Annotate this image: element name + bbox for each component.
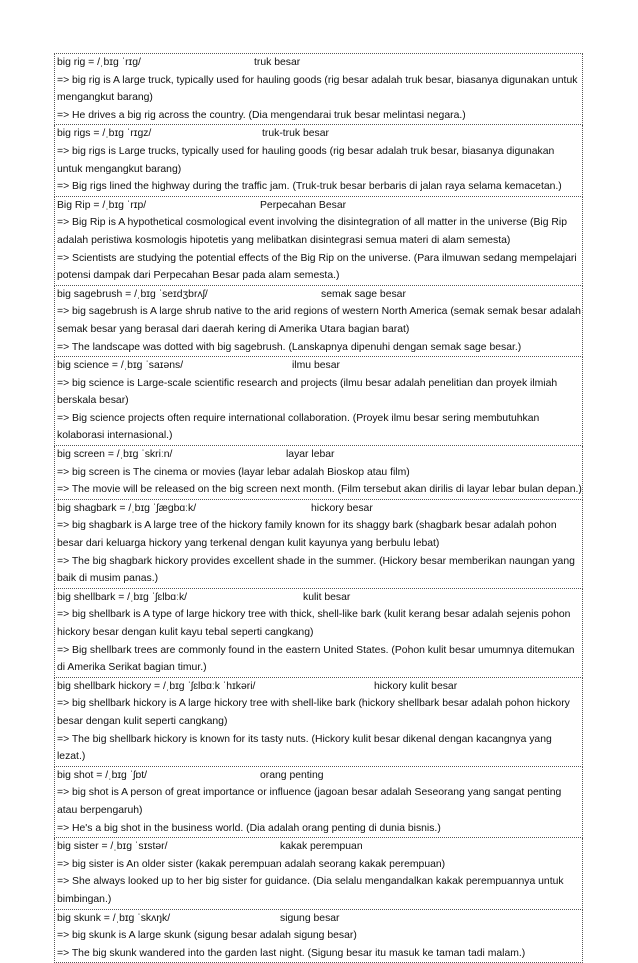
entry-translation: truk besar bbox=[254, 54, 300, 72]
entry-definition: => big screen is The cinema or movies (layar lebar adalah Bioskop atau film) bbox=[57, 464, 582, 482]
entry-example: => Big shellbark trees are commonly found in the eastern United States. (Pohon kulit besar umumnya ditemukan di Amerika Serikat bagian timur.) bbox=[57, 642, 582, 677]
entry-definition: => big science is Large-scale scientific research and projects (ilmu besar adalah penelitian dan proyek ilmiah berskala besar) bbox=[57, 375, 582, 410]
entry-example: => The big shagbark hickory provides excellent shade in the summer. (Hickory besar memberikan naungan yang baik di musim panas.) bbox=[57, 553, 582, 588]
glossary-entry bbox=[54, 500, 583, 589]
entry-header bbox=[57, 838, 582, 856]
entry-term: big sister = /ˌbɪɡ ˈsɪstər/ bbox=[57, 838, 167, 856]
entry-definition: => big shellbark hickory is A large hickory tree with shell-like bark (hickory shellbark besar adalah pohon hickory besar dengan kulit seperti cangkang) bbox=[57, 695, 582, 730]
entry-example: => He drives a big rig across the country. (Dia mengendarai truk besar melintasi negara.) bbox=[57, 107, 582, 125]
entry-header bbox=[57, 197, 582, 215]
entry-header bbox=[57, 767, 582, 785]
glossary-entry bbox=[54, 910, 583, 963]
entry-header bbox=[57, 446, 582, 464]
entry-term: big shellbark hickory = /ˌbɪɡ ˈʃɛlbɑːk ˈhɪkəri/ bbox=[57, 678, 255, 696]
entry-translation: hickory kulit besar bbox=[374, 678, 457, 696]
entry-term: big shot = /ˌbɪɡ ˈʃɒt/ bbox=[57, 767, 147, 785]
entry-term: big shagbark = /ˌbɪɡ ˈʃæɡbɑːk/ bbox=[57, 500, 196, 518]
entry-example: => Big science projects often require international collaboration. (Proyek ilmu besar sering membutuhkan kolaborasi internasional.) bbox=[57, 410, 582, 445]
entry-example: => She always looked up to her big sister for guidance. (Dia selalu mengandalkan kakak perempuannya untuk bimbingan.) bbox=[57, 873, 582, 908]
entry-header bbox=[57, 54, 582, 72]
entry-example: => The big skunk wandered into the garden last night. (Sigung besar itu masuk ke taman tadi malam.) bbox=[57, 945, 582, 963]
entry-definition: => big sister is An older sister (kakak perempuan adalah seorang kakak perempuan) bbox=[57, 856, 582, 874]
entry-header bbox=[57, 286, 582, 304]
glossary-entry bbox=[54, 838, 583, 909]
entry-example: => The landscape was dotted with big sagebrush. (Lanskapnya dipenuhi dengan semak sage besar.) bbox=[57, 339, 582, 357]
entry-header bbox=[57, 125, 582, 143]
entry-example: => Big rigs lined the highway during the traffic jam. (Truk-truk besar berbaris di jalan raya selama kemacetan.) bbox=[57, 178, 582, 196]
glossary-entry bbox=[54, 197, 583, 286]
entry-translation: semak sage besar bbox=[321, 286, 406, 304]
entry-translation: kulit besar bbox=[303, 589, 350, 607]
entry-translation: truk-truk besar bbox=[262, 125, 329, 143]
glossary-entry bbox=[54, 446, 583, 500]
entry-header bbox=[57, 678, 582, 696]
entry-definition: => big shot is A person of great importance or influence (jagoan besar adalah Seseorang yang sangat penting atau berpengaruh) bbox=[57, 784, 582, 819]
entry-term: big sagebrush = /ˌbɪɡ ˈseɪdʒbrʌʃ/ bbox=[57, 286, 208, 304]
entry-header bbox=[57, 357, 582, 375]
entry-definition: => big skunk is A large skunk (sigung besar adalah sigung besar) bbox=[57, 927, 582, 945]
entry-example: => He's a big shot in the business world. (Dia adalah orang penting di dunia bisnis.) bbox=[57, 820, 582, 838]
entry-translation: orang penting bbox=[260, 767, 324, 785]
entry-translation: layar lebar bbox=[286, 446, 335, 464]
glossary-entry bbox=[54, 767, 583, 838]
entry-header bbox=[57, 589, 582, 607]
entry-term: big shellbark = /ˌbɪɡ ˈʃɛlbɑːk/ bbox=[57, 589, 187, 607]
entry-term: big science = /ˌbɪɡ ˈsaɪəns/ bbox=[57, 357, 183, 375]
glossary-entry bbox=[54, 125, 583, 196]
glossary-entry bbox=[54, 678, 583, 767]
entry-term: big rigs = /ˌbɪɡ ˈrɪɡz/ bbox=[57, 125, 151, 143]
entry-example: => The big shellbark hickory is known for its tasty nuts. (Hickory kulit besar dikenal dengan kacangnya yang lezat.) bbox=[57, 731, 582, 766]
entry-definition: => big rig is A large truck, typically used for hauling goods (rig besar adalah truk besar, biasanya digunakan untuk mengangkut barang) bbox=[57, 72, 582, 107]
glossary-document bbox=[54, 53, 583, 963]
entry-term: big rig = /ˌbɪɡ ˈrɪɡ/ bbox=[57, 54, 141, 72]
entry-definition: => big shellbark is A type of large hickory tree with thick, shell-like bark (kulit kerang besar adalah sejenis pohon hickory besar dengan kulit kayu tebal seperti cangkang) bbox=[57, 606, 582, 641]
entry-example: => Scientists are studying the potential effects of the Big Rip on the universe. (Para ilmuwan sedang mempelajari potensi dampak dari Perpecahan Besar pada alam semesta.) bbox=[57, 250, 582, 285]
entry-term: big skunk = /ˌbɪɡ ˈskʌŋk/ bbox=[57, 910, 170, 928]
entry-translation: ilmu besar bbox=[292, 357, 340, 375]
entry-header bbox=[57, 910, 582, 928]
entry-translation: hickory besar bbox=[311, 500, 373, 518]
entry-term: big screen = /ˌbɪɡ ˈskriːn/ bbox=[57, 446, 172, 464]
entry-definition: => big sagebrush is A large shrub native to the arid regions of western North America (semak semak besar adalah semak besar yang berasal dari daerah kering di Amerika Utara bagian barat) bbox=[57, 303, 582, 338]
glossary-entry bbox=[54, 357, 583, 446]
entry-term: Big Rip = /ˌbɪɡ ˈrɪp/ bbox=[57, 197, 146, 215]
entry-translation: sigung besar bbox=[280, 910, 340, 928]
entry-translation: kakak perempuan bbox=[280, 838, 363, 856]
glossary-entry bbox=[54, 589, 583, 678]
entry-example: => The movie will be released on the big screen next month. (Film tersebut akan dirilis di layar lebar bulan depan.) bbox=[57, 481, 582, 499]
entry-translation: Perpecahan Besar bbox=[260, 197, 346, 215]
glossary-entry bbox=[54, 286, 583, 357]
entry-definition: => big shagbark is A large tree of the hickory family known for its shaggy bark (shagbark besar adalah pohon besar dari keluarga hickory yang terkenal dengan kulit kayunya yang berbulu lebat) bbox=[57, 517, 582, 552]
entry-header bbox=[57, 500, 582, 518]
entry-definition: => big rigs is Large trucks, typically used for hauling goods (rig besar adalah truk besar, biasanya digunakan untuk mengangkut barang) bbox=[57, 143, 582, 178]
entry-definition: => Big Rip is A hypothetical cosmological event involving the disintegration of all matter in the universe (Big Rip adalah peristiwa kosmologis hipotetis yang melibatkan disintegrasi semua materi di alam semesta) bbox=[57, 214, 582, 249]
glossary-entry bbox=[54, 53, 583, 125]
